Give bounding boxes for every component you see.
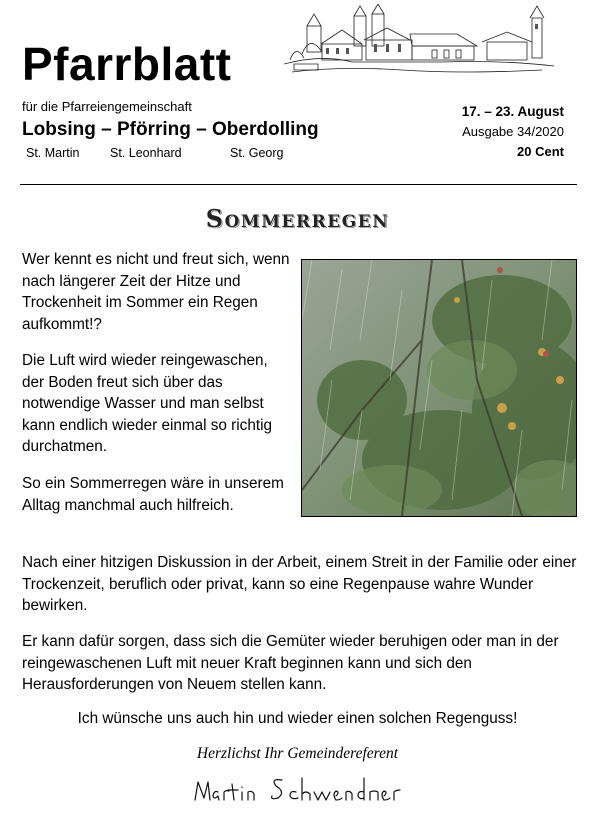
- page-title: Pfarrblatt: [22, 38, 232, 90]
- saint-label-martin: St. Martin: [26, 146, 80, 160]
- handwritten-signature: [190, 768, 410, 808]
- closing-wish: Ich wünsche uns auch hin und wieder einen solchen Regenguss!: [77, 710, 518, 727]
- paragraph-3: So ein Sommerregen wäre in unserem Alltag manchmal auch hilfreich.: [22, 475, 284, 514]
- header-divider: [20, 184, 577, 185]
- closing-greeting: Herzlichst Ihr Gemeindereferent: [196, 745, 399, 762]
- price: 20 Cent: [517, 144, 564, 159]
- paragraph-5: Er kann dafür sorgen, dass sich die Gemüter wieder beruhigen oder man in der reingewaschenen Luft mit neuer Kraft beginnen kann und sich den Herausforderungen von Neuem stellen kann.: [22, 633, 559, 693]
- article-heading: Sommerregen: [205, 204, 390, 233]
- church-illustration: [282, 4, 557, 80]
- date-range: 17. – 23. August: [461, 104, 564, 119]
- paragraph-1: Wer kennt es nicht und freut sich, wenn nach längerer Zeit der Hitze und Trockenheit im Sommer ein Regen aufkommt!?: [22, 251, 290, 333]
- saint-label-georg: St. Georg: [230, 146, 284, 160]
- paragraph-4: Nach einer hitzigen Diskussion in der Arbeit, einem Streit in der Familie oder einer Trockenzeit, beruflich oder privat, kann so eine Regenpause wahre Wunder bewirken.: [22, 554, 577, 614]
- paragraph-2: Die Luft wird wieder reingewaschen, der Boden freut sich über das notwendige Wasser und man selbst kann endlich wieder einmal so richtig durchatmen.: [22, 352, 272, 455]
- issue-number: Ausgabe 34/2020: [462, 124, 564, 139]
- saint-label-leonhard: St. Leonhard: [110, 146, 182, 160]
- parish-names: Lobsing – Pförring – Oberdolling: [22, 119, 319, 140]
- community-subtitle: für die Pfarreiengemeinschaft: [22, 99, 192, 114]
- rain-tree-photo: [301, 259, 577, 517]
